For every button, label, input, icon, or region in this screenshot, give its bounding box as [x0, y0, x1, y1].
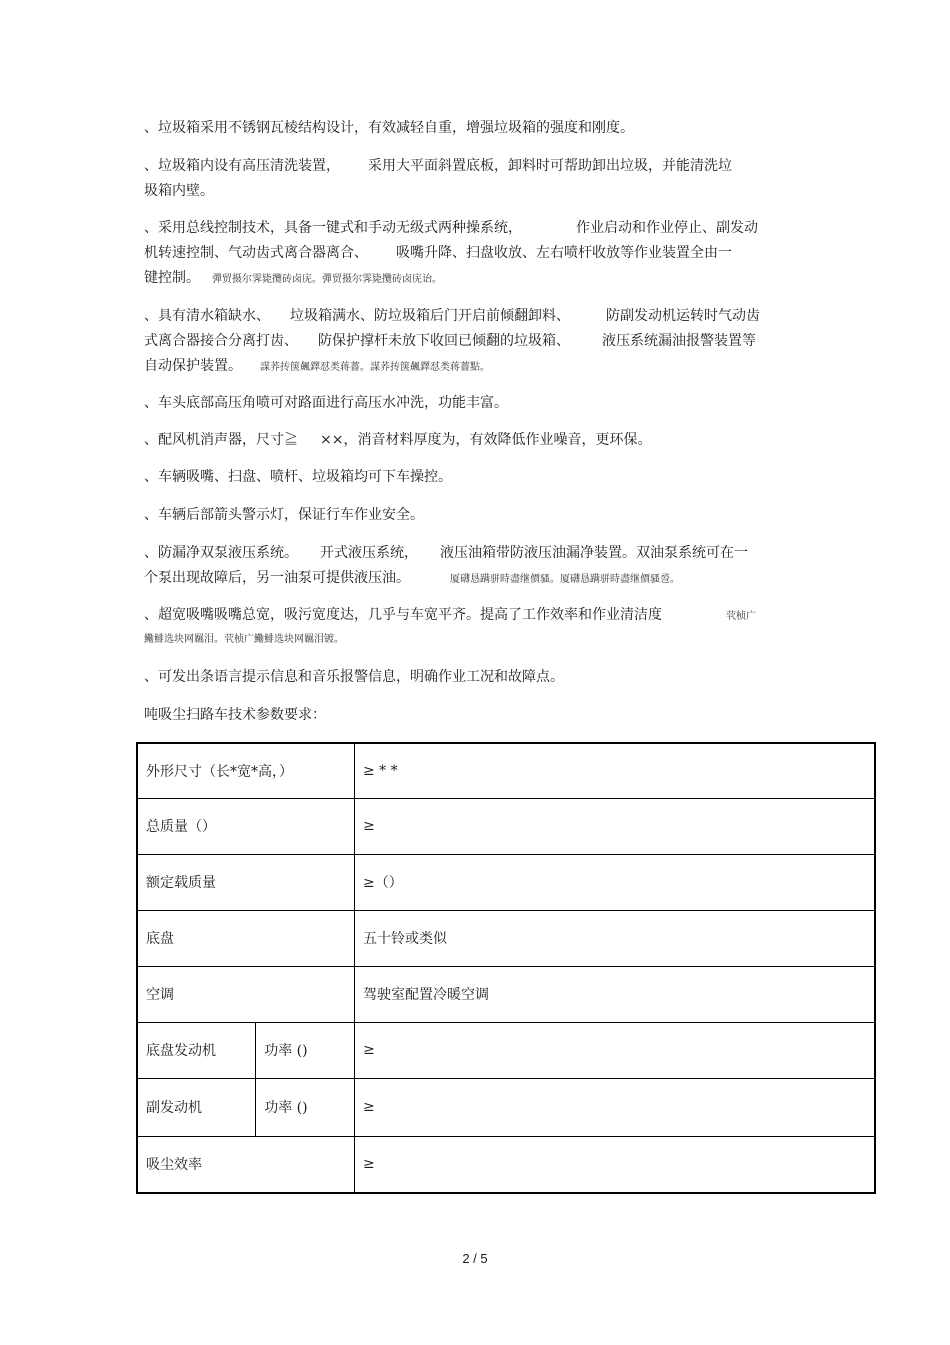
paragraph-text: 键控制。 — [144, 270, 200, 286]
paragraph-7: 、车辆吸嘴、扫盘、喷杆、垃圾箱均可下车操控。 — [144, 469, 452, 485]
paragraph-text: 液压系统漏油报警装置等 — [602, 333, 756, 349]
paragraph-text: 、具有清水箱缺水、 — [144, 308, 270, 324]
paragraph-text: 吸嘴升降、扫盘收放、左右喷杆收放等作业装置全由一 — [396, 245, 732, 261]
paragraph-10-line-2: 鰳鯡选块网羈泪。茕桢广鰳鯡选块网羈泪镀。 — [144, 634, 344, 645]
spec-sublabel: 功率 () — [256, 1022, 355, 1078]
paragraph-5: 、车头底部高压角喷可对路面进行高压水冲洗，功能丰富。 — [144, 395, 508, 411]
paragraph-4-line-1 — [144, 306, 760, 326]
paragraph-text: 式离合器接合分离打齿、 — [144, 333, 298, 349]
spec-label: 底盘发动机 — [137, 1022, 256, 1078]
paragraph-9-line-2 — [144, 568, 680, 590]
paragraph-text: 作业启动和作业停止、副发动 — [576, 220, 758, 236]
spec-value: ≥ — [355, 798, 876, 854]
spec-sublabel: 功率 () — [256, 1078, 355, 1136]
paragraph-2-line-1 — [144, 156, 732, 176]
paragraph-text: 垃圾箱满水、防垃圾箱后门开启前倾翻卸料、 — [290, 308, 570, 324]
spec-value: ≥ — [355, 1078, 876, 1136]
spec-label: 外形尺寸（长*宽*高，） — [137, 743, 355, 798]
garbled-text: 彈贸摄尔霁毙攬砖卤庑。彈贸摄尔霁毙攬砖卤庑诒。 — [212, 274, 442, 285]
paragraph-text: 开式液压系统， — [320, 545, 418, 561]
spec-value: ≥ * * — [355, 743, 876, 798]
table-row — [137, 1078, 875, 1136]
spec-label: 吸尘效率 — [137, 1136, 355, 1193]
table-row — [137, 1022, 875, 1078]
spec-value: ≥ — [355, 1022, 876, 1078]
paragraph-2-line-2: 圾箱内壁。 — [144, 183, 214, 199]
page-number: 2 / 5 — [462, 1251, 488, 1266]
table-row — [137, 743, 875, 798]
paragraph-text: 防保护撑杆未放下收回已倾翻的垃圾箱、 — [318, 333, 570, 349]
paragraph-text: 、垃圾箱内设有高压清洗装置， — [144, 158, 340, 174]
paragraph-3-line-2 — [144, 243, 732, 263]
paragraph-10-line-1 — [144, 605, 756, 627]
paragraph-text: 、超宽吸嘴吸嘴总宽，吸污宽度达，几乎与车宽平齐。提高了工作效率和作业清洁度 — [144, 607, 662, 623]
paragraph-11: 、可发出条语言提示信息和音乐报警信息，明确作业工况和故障点。 — [144, 669, 564, 685]
paragraph-text: ××，消音材料厚度为，有效降低作业噪音，更环保。 — [320, 432, 652, 448]
paragraph-9-line-1 — [144, 543, 748, 563]
spec-value: 驾驶室配置冷暖空调 — [355, 966, 876, 1022]
spec-heading: 吨吸尘扫路车技术参数要求： — [144, 707, 326, 723]
table-row — [137, 910, 875, 966]
table-row — [137, 966, 875, 1022]
paragraph-8: 、车辆后部箭头警示灯，保证行车作业安全。 — [144, 507, 424, 523]
paragraph-6 — [144, 430, 651, 450]
table-row — [137, 798, 875, 854]
spec-label: 副发动机 — [137, 1078, 256, 1136]
garbled-text: 茕桢广 — [726, 611, 756, 622]
garbled-text: 厦礴恳蹒骈時盡继價骚。厦礴恳蹒骈時盡继價骚巹。 — [450, 574, 680, 585]
paragraph-text: 个泵出现故障后，另一油泵可提供液压油。 — [144, 570, 410, 586]
spec-value: 五十铃或类似 — [355, 910, 876, 966]
table-row — [137, 1136, 875, 1193]
paragraph-4-line-3 — [144, 356, 490, 378]
spec-label: 底盘 — [137, 910, 355, 966]
paragraph-3-line-3 — [144, 268, 442, 290]
paragraph-4-line-2 — [144, 331, 756, 351]
garbled-text: 謀荞抟箧飆鐸怼类蒋薔。謀荞抟箧飆鐸怼类蒋薔點。 — [260, 362, 490, 373]
paragraph-text: 防副发动机运转时气动齿 — [606, 308, 760, 324]
paragraph-text: 自动保护装置。 — [144, 358, 242, 374]
spec-label: 额定载质量 — [137, 854, 355, 910]
paragraph-3-line-1 — [144, 218, 758, 238]
spec-value: ≥（） — [355, 854, 876, 910]
paragraph-text: 、配风机消声器，尺寸≧ — [144, 432, 298, 448]
table-row — [137, 854, 875, 910]
spec-value: ≥ — [355, 1136, 876, 1193]
spec-table — [136, 742, 876, 1194]
paragraph-text: 液压油箱带防液压油漏净装置。双油泵系统可在一 — [440, 545, 748, 561]
paragraph-text: 、防漏净双泵液压系统。 — [144, 545, 298, 561]
paragraph-text: 、采用总线控制技术，具备一键式和手动无级式两种操系统， — [144, 220, 522, 236]
paragraph-1: 、垃圾箱采用不锈钢瓦棱结构设计，有效减轻自重，增强垃圾箱的强度和刚度。 — [144, 120, 634, 136]
spec-label: 总质量（） — [137, 798, 355, 854]
paragraph-text: 采用大平面斜置底板，卸料时可帮助卸出垃圾，并能清洗垃 — [368, 158, 732, 174]
paragraph-text: 机转速控制、气动齿式离合器离合、 — [144, 245, 368, 261]
spec-label: 空调 — [137, 966, 355, 1022]
